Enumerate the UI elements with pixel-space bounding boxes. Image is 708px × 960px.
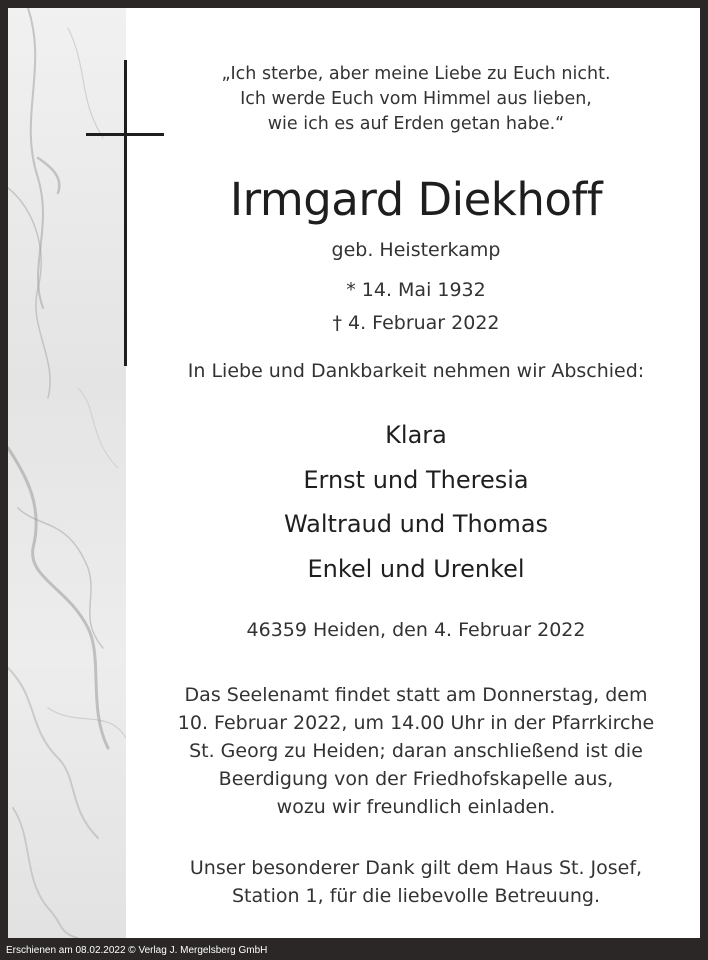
quote-line: „Ich sterbe, aber meine Liebe zu Euch nicht. [221,64,611,84]
deceased-name: Irmgard Diekhoff [229,173,603,226]
thanks-note [138,854,694,910]
thanks-line: Unser besonderer Dank gilt dem Haus St. Josef, [189,857,643,879]
mourner-name: Waltraud und Thomas [283,510,549,538]
obituary-card [8,8,700,938]
service-line: Das Seelenamt findet statt am Donnerstag, dem [184,684,648,706]
birth-date: * 14. Mai 1932 [346,279,486,301]
quote-line: Ich werde Euch vom Himmel aus lieben, [240,89,592,109]
publication-footer: Erschienen am 08.02.2022 © Verlag J. Mergelsberg GmbH [6,945,268,956]
mourners-list [138,413,694,591]
service-line: 10. Februar 2022, um 14.00 Uhr in der Pfarrkirche [177,712,655,734]
farewell-intro: In Liebe und Dankbarkeit nehmen wir Abschied: [187,360,645,382]
mourner-name: Ernst und Theresia [303,465,529,494]
quote-line: wie ich es auf Erden getan habe.“ [267,114,565,134]
quote [138,62,694,137]
marble-veins [8,8,126,938]
marble-decoration [8,8,126,938]
cross-icon [124,60,127,366]
birth-name: geb. Heisterkamp [331,239,501,261]
death-date: † 4. Februar 2022 [332,312,500,334]
service-info [138,681,694,821]
mourner-name: Enkel und Urenkel [307,554,525,583]
place-date: 46359 Heiden, den 4. Februar 2022 [246,619,586,641]
mourner-name: Klara [385,421,447,449]
thanks-line: Station 1, für die liebevolle Betreuung. [231,885,601,907]
service-line: Beerdigung von der Friedhofskapelle aus, [218,768,614,790]
service-line: wozu wir freundlich einladen. [276,796,556,818]
service-line: St. Georg zu Heiden; daran anschließend ist die [189,740,643,762]
